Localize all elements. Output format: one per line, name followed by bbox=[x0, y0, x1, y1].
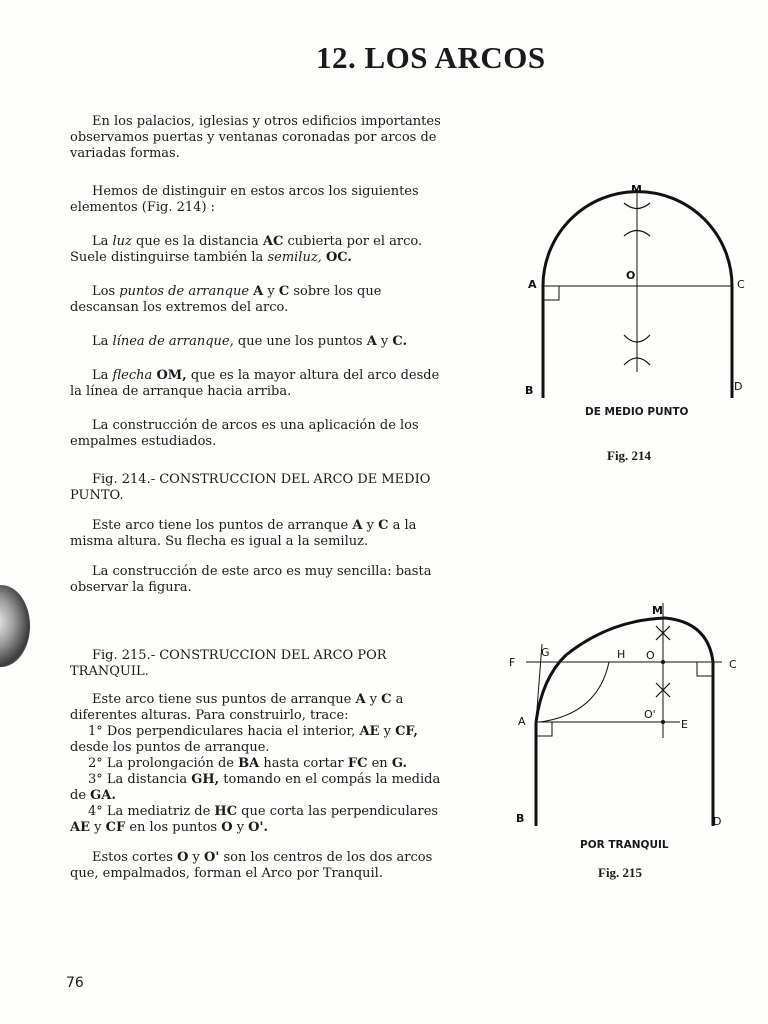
intro-paragraph-1: En los palacios, iglesias y otros edificios importantes observamos puertas y ventanas coronadas por arcos de variadas formas. bbox=[70, 114, 441, 161]
label-F: F bbox=[509, 656, 516, 669]
right-angle-marker-A bbox=[536, 722, 552, 736]
section-215-heading: Fig. 215.- CONSTRUCCION DEL ARCO POR TRANQUIL. bbox=[70, 648, 387, 679]
label-A: A bbox=[528, 278, 537, 291]
section-214-paragraph-1: Este arco tiene los puntos de arranque A y C a la misma altura. Su flecha es igual a la semiluz. bbox=[70, 518, 417, 549]
label-B: B bbox=[525, 384, 534, 397]
section-214-paragraph-2: La construcción de este arco es muy sencilla: basta observar la figura. bbox=[70, 564, 432, 595]
label-D: D bbox=[713, 815, 722, 828]
right-angle-marker-C bbox=[697, 662, 713, 676]
section-215-step-1: 1° Dos perpendiculares hacia el interior, AE y CF, desde los puntos de arranque. bbox=[70, 724, 418, 755]
label-M: M bbox=[652, 604, 663, 617]
section-215-step-2: 2° La prolongación de BA hasta cortar FC en G. bbox=[88, 756, 407, 771]
label-H: H bbox=[617, 648, 626, 661]
label-O-prime: O' bbox=[644, 708, 656, 721]
section-214-heading: Fig. 214.- CONSTRUCCION DEL ARCO DE MEDIO PUNTO. bbox=[70, 472, 431, 503]
intro-paragraph-2: Hemos de distinguir en estos arcos los siguientes elementos (Fig. 214) : bbox=[70, 184, 419, 215]
compass-arc-GH bbox=[540, 662, 609, 722]
section-215-paragraph-2: Estos cortes O y O' son los centros de los dos arcos que, empalmados, forman el Arco por Tranquil. bbox=[70, 850, 433, 881]
intro-paragraph-flecha: La flecha OM, que es la mayor altura del arco desde la línea de arranque hacia arriba. bbox=[70, 368, 440, 399]
figure-215-diagram bbox=[505, 598, 750, 833]
intro-paragraph-linea: La línea de arranque, que une los puntos A y C. bbox=[92, 334, 408, 349]
section-fig-215 bbox=[70, 648, 442, 882]
intro-paragraph-luz: La luz que es la distancia AC cubierta por el arco. Suele distinguirse también la semiluz, OC. bbox=[70, 234, 423, 265]
intro-section bbox=[70, 114, 442, 450]
page-title: 12. LOS ARCOS bbox=[316, 40, 546, 75]
section-fig-214 bbox=[70, 472, 442, 596]
intro-paragraph-arranque: Los puntos de arranque A y C sobre los que descansan los extremos del arco. bbox=[70, 284, 382, 315]
section-215-step-3: 3° La distancia GH, tomando en el compás la medida de GA. bbox=[70, 772, 441, 803]
label-E: E bbox=[681, 718, 688, 731]
figure-214-caption: Fig. 214 bbox=[607, 448, 652, 463]
label-O: O bbox=[646, 649, 655, 662]
figure-214-diagram bbox=[520, 178, 750, 403]
arch-large-arc bbox=[566, 618, 713, 662]
label-B: B bbox=[516, 812, 525, 825]
label-C: C bbox=[737, 278, 745, 291]
label-O: O bbox=[626, 269, 636, 282]
right-angle-marker bbox=[543, 286, 559, 300]
page-edge-shadow bbox=[0, 585, 30, 667]
figure-215-subtitle: POR TRANQUIL bbox=[580, 839, 669, 851]
section-215-paragraph-1: Este arco tiene sus puntos de arranque A y C a diferentes alturas. Para construirlo, trace: bbox=[70, 692, 404, 723]
figure-215-caption: Fig. 215 bbox=[598, 865, 643, 880]
label-M: M bbox=[631, 183, 642, 196]
intro-paragraph-construccion: La construcción de arcos es una aplicación de los empalmes estudiados. bbox=[70, 418, 419, 449]
label-A: A bbox=[518, 715, 526, 728]
label-G: G bbox=[541, 646, 550, 659]
label-C: C bbox=[729, 658, 737, 671]
label-D: D bbox=[734, 380, 743, 393]
page-number: 76 bbox=[66, 975, 84, 991]
point-O bbox=[661, 660, 665, 664]
figure-214-subtitle: DE MEDIO PUNTO bbox=[585, 406, 689, 418]
section-215-step-4: 4° La mediatriz de HC que corta las perpendiculares AE y CF en los puntos O y O'. bbox=[70, 804, 439, 835]
point-O-prime bbox=[661, 720, 665, 724]
